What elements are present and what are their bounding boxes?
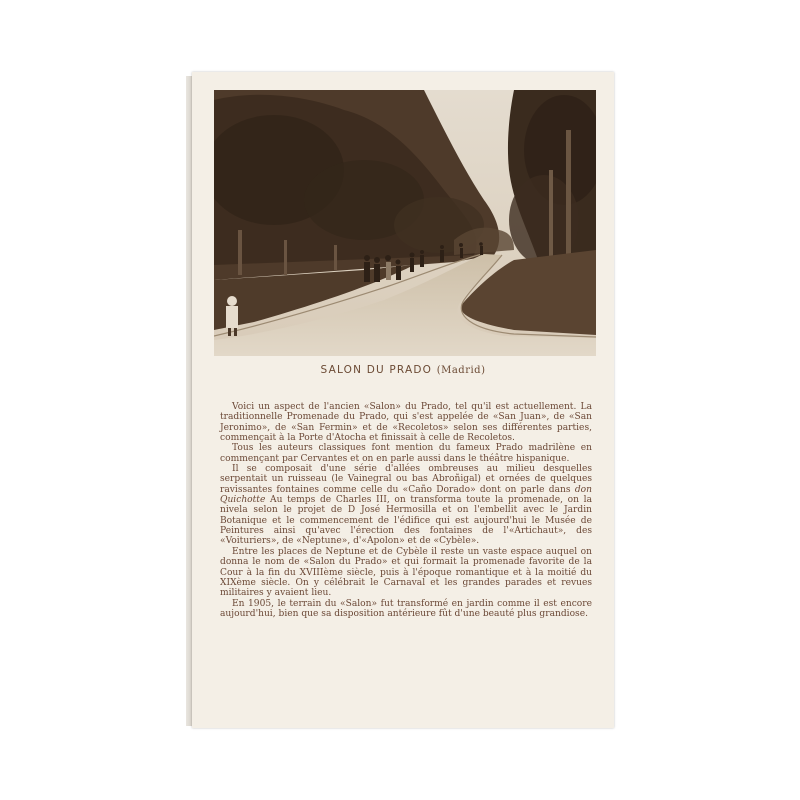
paragraph: [220, 464, 592, 547]
paragraph: En 1905, le terrain du «Salon» fut transformé en jardin comme il est encore aujourd'hui, bien que sa disposition antérieure fût d'une beauté plus grandiose.: [220, 598, 592, 619]
paragraph: Voici un aspect de l'ancien «Salon» du Prado, tel qu'il est actuellement. La traditionnelle Promenade du Prado, qui s'est appelée de «San Juan», de «San Jeronimo», de «San Fermin» et de «Recoletos» selon ses différentes parties, commençait à la Porte d'Atocha et finissait à celle de Recoletos.: [220, 402, 592, 444]
book-title: don Quichotte: [220, 484, 592, 506]
photo-caption: [192, 364, 614, 376]
paragraph: Entre les places de Neptune et de Cybèle il reste un vaste espace auquel on donna le nom de «Salon du Prado» et qui formait la promenade favorite de la Cour à la fin du XVIIIème siècle, puis à l'époque romantique et à la moitié du XIXème siècle. On y célébrait le Carnaval et les grandes parades et revues militaires y avaient lieu.: [220, 546, 592, 599]
promenade-photo: [214, 90, 596, 356]
postcard: [192, 72, 614, 728]
caption-subtitle: (Madrid): [436, 365, 486, 376]
paragraph-text: Il se composait d'une série d'allées ombreuses au milieu desquelles serpentait un ruisseau (le Vainegral ou bas Abroñigal) et ornées de quelques ravissantes fontaines comme celle du «Caño Dorado» dont on parle dans: [220, 464, 592, 495]
paragraph: Tous les auteurs classiques font mention du fameux Prado madrilène en commençant par Cervantes et on en parle aussi dans le théâtre hispanique.: [220, 443, 592, 464]
paragraph-text: Au temps de Charles III, on transforma toute la promenade, on la nivela selon le projet de D José Hermosilla et on l'embellit avec le Jardin Botanique et le commencement de l'édifice qui est aujourd'hui le Musée de Peintures ainsi qu'avec l'érection des fontaines de l'«Artichaut», des «Voituriers», de «Neptune», d'«Apolon» et de «Cybèle».: [220, 495, 592, 547]
caption-title: SALON DU PRADO: [320, 364, 433, 376]
description-text: [220, 402, 592, 619]
